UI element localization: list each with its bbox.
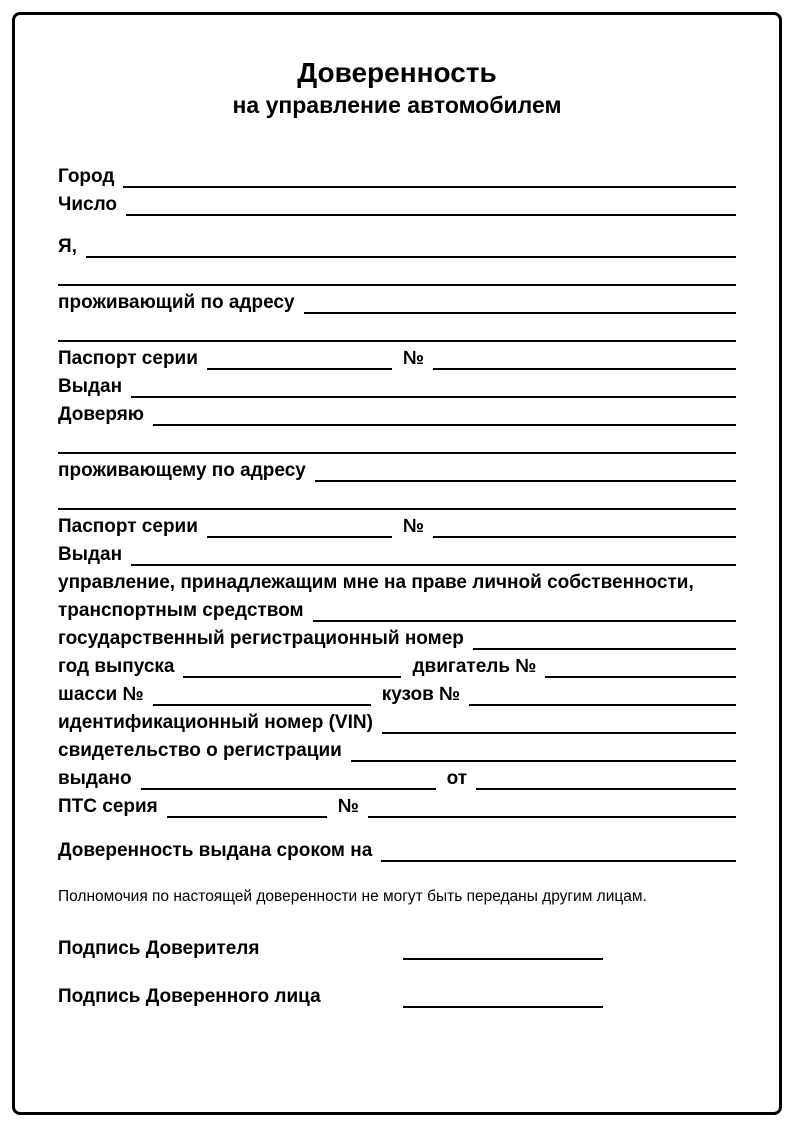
field-principal-name-continuation: [58, 263, 736, 286]
field-year-label: год выпуска: [58, 656, 175, 677]
field-state-reg-number-label: государственный регистрационный номер: [58, 628, 464, 649]
field-attorney-passport-issued-blank: [131, 545, 736, 566]
field-attorney-address-continuation-blank: [58, 489, 736, 510]
field-principal-name-continuation-blank: [58, 265, 736, 286]
field-principal-name-label: Я,: [58, 236, 77, 257]
field-pts: [58, 795, 736, 818]
field-attorney-passport: [58, 515, 736, 538]
field-principal-passport-issued-label: Выдан: [58, 376, 123, 397]
field-principal-passport-issued-blank: [131, 377, 736, 398]
field-entrust-blank: [153, 405, 736, 426]
field-vin-label: идентификационный номер (VIN): [58, 712, 373, 733]
field-registration-certificate-label: свидетельство о регистрации: [58, 740, 342, 761]
field-entrust-label: Доверяю: [58, 404, 145, 425]
field-pts-series-label: ПТС серия: [58, 796, 158, 817]
field-principal-passport-label: Паспорт серии: [58, 348, 198, 369]
field-chassis-blank: [153, 685, 371, 706]
field-state-reg-number: [58, 627, 736, 650]
field-attorney-passport-issued-label: Выдан: [58, 544, 123, 565]
field-certificate-issued: [58, 767, 736, 790]
field-principal-passport-issued: [58, 375, 736, 398]
field-term-label: Доверенность выдана сроком на: [58, 840, 373, 861]
field-certificate-date-label: от: [446, 768, 468, 789]
field-signature-attorney-blank: [403, 987, 603, 1008]
field-city-blank: [123, 167, 736, 188]
field-year-engine: [58, 655, 736, 678]
non-transfer-note: Полномочия по настоящей доверенности не могут быть переданы другим лицам.: [58, 888, 647, 905]
field-attorney-address: [58, 459, 736, 482]
field-state-reg-number-blank: [473, 629, 736, 650]
field-signature-attorney-label: Подпись Доверенного лица: [58, 986, 321, 1007]
field-signature-attorney: [58, 985, 736, 1008]
field-entrust-continuation: [58, 431, 736, 454]
field-signature-principal-label: Подпись Доверителя: [58, 938, 260, 959]
document-page: [12, 12, 782, 1115]
field-certificate-date-blank: [476, 769, 736, 790]
field-principal-passport-number-blank: [433, 349, 736, 370]
field-body-blank: [469, 685, 736, 706]
field-entrust-continuation-blank: [58, 433, 736, 454]
document-content: [15, 15, 779, 1008]
field-principal-passport-number-label: №: [402, 348, 425, 369]
field-certificate-issued-blank: [141, 769, 436, 790]
field-principal-name-blank: [86, 237, 736, 258]
field-pts-series-blank: [167, 797, 327, 818]
field-engine-blank: [545, 657, 736, 678]
field-principal-address: [58, 291, 736, 314]
field-year-blank: [183, 657, 401, 678]
field-pts-number-label: №: [337, 796, 359, 817]
field-entrust: [58, 403, 736, 426]
field-principal-address-blank: [304, 293, 736, 314]
field-signature-principal: [58, 937, 736, 960]
field-vin-blank: [382, 713, 736, 734]
field-attorney-passport-number-label: №: [402, 516, 425, 537]
field-term-blank: [381, 841, 736, 862]
field-principal-address-continuation-blank: [58, 321, 736, 342]
field-vehicle: [58, 599, 736, 622]
field-registration-certificate: [58, 739, 736, 762]
field-chassis-body: [58, 683, 736, 706]
field-date-label: Число: [58, 194, 118, 215]
field-engine-label: двигатель №: [412, 656, 537, 677]
document-title: Доверенность: [297, 57, 497, 88]
field-date: [58, 193, 736, 216]
field-city-label: Город: [58, 166, 115, 187]
field-pts-number-blank: [368, 797, 736, 818]
field-principal-address-continuation: [58, 319, 736, 342]
field-attorney-passport-number-blank: [433, 517, 736, 538]
field-chassis-label: шасси №: [58, 684, 144, 705]
field-date-blank: [126, 195, 736, 216]
ownership-statement: управление, принадлежащим мне на праве личной собственности,: [58, 572, 694, 593]
field-certificate-issued-label: выдано: [58, 768, 132, 789]
field-registration-certificate-blank: [351, 741, 736, 762]
field-attorney-address-blank: [315, 461, 736, 482]
field-attorney-passport-issued: [58, 543, 736, 566]
form-body: [58, 165, 736, 1008]
field-vehicle-blank: [313, 601, 736, 622]
field-signature-principal-blank: [403, 939, 603, 960]
field-vin: [58, 711, 736, 734]
field-body-label: кузов №: [381, 684, 461, 705]
field-attorney-passport-series-blank: [207, 517, 392, 538]
document-subtitle: на управление автомобилем: [232, 92, 562, 118]
field-term: [58, 839, 736, 862]
field-attorney-passport-label: Паспорт серии: [58, 516, 198, 537]
field-principal-address-label: проживающий по адресу: [58, 292, 295, 313]
field-attorney-address-label: проживающему по адресу: [58, 460, 306, 481]
field-attorney-address-continuation: [58, 487, 736, 510]
field-principal-passport: [58, 347, 736, 370]
field-principal-name: [58, 235, 736, 258]
field-city: [58, 165, 736, 188]
field-principal-passport-series-blank: [207, 349, 392, 370]
field-vehicle-label: транспортным средством: [58, 600, 304, 621]
